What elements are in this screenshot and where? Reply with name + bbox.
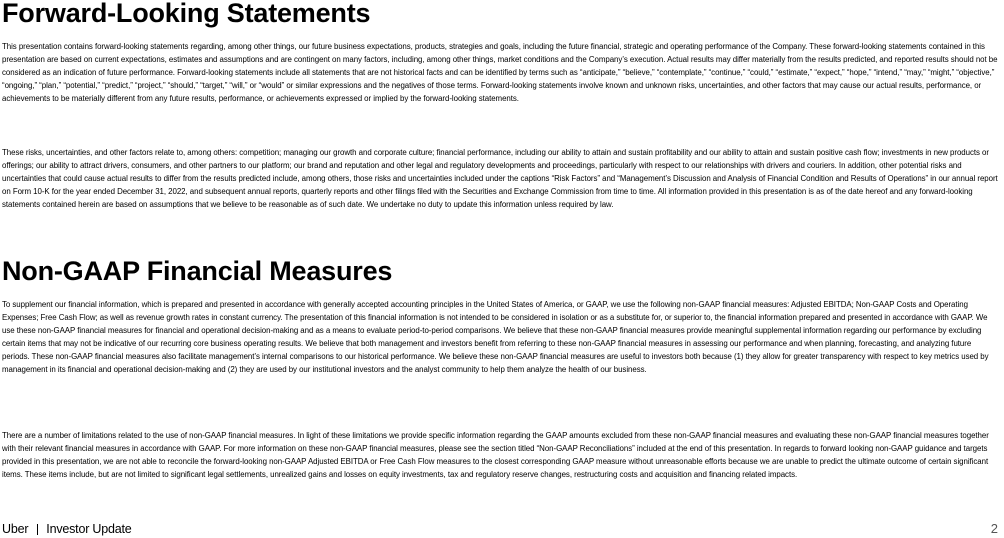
footer <box>2 521 132 537</box>
footer-label: Investor Update <box>46 522 132 536</box>
forward-looking-paragraph-2: These risks, uncertainties, and other factors relate to, among others: competition; managing our growth and corporate culture; financial performance, including our ability to attain and sustain profitability and our ability to attain and sustain positive cash flow; investments in new products or offerings; our ability to attract drivers, consumers, and other partners to our platform; our brand and reputation and other legal and regulatory developments and proceedings, particularly with respect to our relationships with drivers and couriers. In addition, other potential risks and uncertainties that could cause actual results to differ from the results predicted include, among others, those risks and uncertainties included under the captions “Risk Factors” and “Management’s Discussion and Analysis of Financial Condition and Results of Operations” in our annual report on Form 10-K for the year ended December 31, 2022, and subsequent annual reports, quarterly reports and other filings filed with the Securities and Exchange Commission from time to time. All information provided in this presentation is as of the date hereof and any forward-looking statements contained herein are based on assumptions that we believe to be reasonable as of such date. We undertake no duty to update this information unless required by law. <box>2 148 998 210</box>
page-number: 2 <box>990 521 998 536</box>
footer-separator <box>37 524 38 535</box>
brand-logo-text: Uber <box>2 522 29 536</box>
forward-looking-paragraph-1: This presentation contains forward-looking statements regarding, among other things, our future business expectations, products, strategies and goals, including the future financial, strategic and operating performance of the Company. These forward-looking statements contained in this presentation are based on current expectations, estimates and assumptions and are contingent on many factors, including, among other things, market conditions and the Company’s execution. Actual results may differ materially from the results predicted, and reported results should not be considered as an indication of future performance. Forward-looking statements include all statements that are not historical facts and can be identified by terms such as “anticipate,” “believe,” “contemplate,” “continue,” “could,” “estimate,” “expect,” “hope,” “intend,” “may,” “might,” “objective,” “ongoing,” “plan,” “potential,” “predict,” “project,” “should,” “target,” “will,” or “would” or similar expressions and the negatives of those terms. Forward-looking statements involve known and unknown risks, uncertainties, and other factors that may cause our actual results, performance, or achievements to be materially different from any future results, performance, or achievements expressed or implied by the forward-looking statements. <box>2 42 998 104</box>
non-gaap-heading: Non-GAAP Financial Measures <box>2 256 393 286</box>
non-gaap-paragraph-1: To supplement our financial information, which is prepared and presented in accordance with generally accepted accounting principles in the United States of America, or GAAP, we use the following non-GAAP financial measures: Adjusted EBITDA; Non-GAAP Costs and Operating Expenses; Free Cash Flow; as well as revenue growth rates in constant currency. The presentation of this financial information is not intended to be considered in isolation or as a substitute for, or superior to, the financial information prepared and presented in accordance with GAAP. We use these non-GAAP financial measures for financial and operational decision-making and as a means to evaluate period-to-period comparisons. We believe that these non-GAAP financial measures provide meaningful supplemental information regarding our performance by excluding certain items that may not be indicative of our recurring core business operating results. We believe that both management and investors benefit from referring to these non-GAAP financial measures in assessing our performance and when planning, forecasting, and analyzing future periods. These non-GAAP financial measures also facilitate management’s internal comparisons to our historical performance. We believe these non-GAAP financial measures are useful to investors both because (1) they allow for greater transparency with respect to key metrics used by management in its financial and operational decision-making and (2) they are used by our institutional investors and the analyst community to help them analyze the health of our business. <box>2 300 989 375</box>
non-gaap-paragraph-2: There are a number of limitations related to the use of non-GAAP financial measures. In light of these limitations we provide specific information regarding the GAAP amounts excluded from these non-GAAP financial measures and evaluating these non-GAAP financial measures together with their relevant financial measures in accordance with GAAP. For more information on these non-GAAP financial measures, please see the section titled “Non-GAAP Reconciliations” included at the end of this presentation. In regards to forward looking non-GAAP guidance and targets provided in this presentation, we are not able to reconcile the forward-looking non-GAAP Adjusted EBITDA or Free Cash Flow measures to the closest corresponding GAAP measure without unreasonable efforts because we are unable to predict the ultimate outcome of certain significant items. These items include, but are not limited to significant legal settlements, unrealized gains and losses on equity investments, tax and regulatory reserve changes, restructuring costs and acquisition and financing related impacts. <box>2 431 989 480</box>
forward-looking-heading: Forward-Looking Statements <box>2 0 371 28</box>
